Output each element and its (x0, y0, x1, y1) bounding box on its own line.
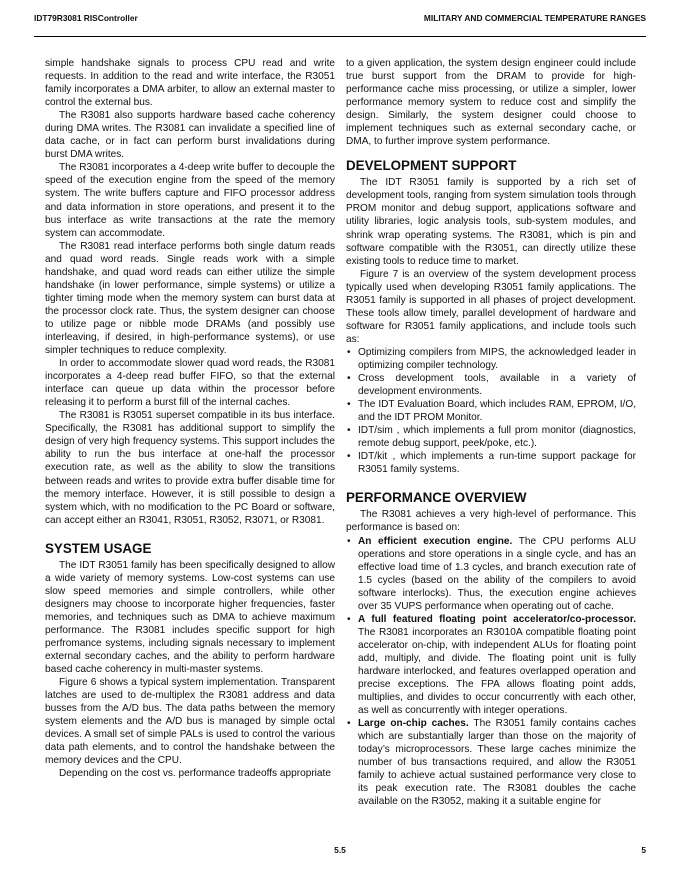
list-item (346, 613, 636, 717)
left-paragraph-9: Depending on the cost vs. performance tradeoffs appropriate (59, 768, 331, 780)
list-item: • Cross development tools, available in a variety of development environments. (346, 372, 636, 398)
header-doc-title: IDT79R3081 RISController (34, 13, 138, 23)
left-paragraph-7: The IDT R3051 family has been specifically designed to allow a wide variety of memory systems. Low-cost systems can use slow speed memories and simple controllers, while other designers may choose to incorporate higher frequencies, faster memories, and techniques such as DMA to achieve maximum performance. The R3081 includes specific support for high perfromance systems, including signals necessary to implement external secondary caches, and the ability to perform hardware based cache coherency in multi-master systems. (45, 559, 335, 676)
list-item: • IDT/kit , which implements a run-time support package for R3051 family systems. (346, 450, 636, 476)
list-item-text: The CPU performs ALU operations and store operations in a single cycle, and has an effective load time of 1.3 cycles, and branch execution rate of 1.5 cycles (based on the ability of the compilers to avoid software interlocks). Thus, the execution engine achieves over 35 VUPS performance when operating out of cache. (358, 535, 636, 612)
left-paragraph-1: simple handshake signals to process CPU read and write requests. In addition to the read and write interface, the R3051 family incorporates a DMA arbiter, to allow an external master to control the external bus. (45, 58, 335, 109)
list-item (346, 717, 636, 808)
list-item-text: The R3051 family contains caches which are substantially larger than those on the majority of today’s microprocessors. These large caches minimize the number of bus transactions required, and allow the R3051 family to achieve actual sustained performance very close to its peak execution rate. The R3081 doubles the cache available on the R3052, making it a suitable engine for (358, 718, 636, 808)
header-range-title: MILITARY AND COMMERCIAL TEMPERATURE RANGES (423, 13, 646, 23)
list-item-text: The R3081 incorporates an R3010A compatible floating point accelerator on-chip, with independent ALUs for floating point add, multiply, and divide. The floating point unit is fully hardware interlocked, and features overlapped operation and precise exceptions. The FPA allows floating point adds, multiplies, and divides to occur concurrently with each other, as well as concurrently with integer operations. (358, 626, 636, 717)
left-paragraph-3: The R3081 incorporates a 4-deep write buffer to decouple the speed of the execution engine from the speed of the memory system. The write buffers capture and FIFO processor address and data information in store operations, and present it to the bus interface as write transactions at the rate the memory system can accommodate. (45, 162, 335, 239)
tools-list (346, 346, 636, 476)
right-paragraph-4: The R3081 achieves a very high-level of performance. This performance is based on: (346, 509, 636, 534)
left-paragraph-8: Figure 6 shows a typical system implementation. Transparent latches are used to de-multiplex the R3081 address and data busses from the A/D bus. The data paths between the memory system elements and the A/D bus is managed by simple octal devices. A small set of simple PALs is used to control the various data path elements, and to control the handshake between the memory devices and the CPU. (45, 677, 335, 767)
page-footer (34, 845, 646, 859)
development-support-heading: DEVELOPMENT SUPPORT (346, 158, 517, 174)
left-paragraph-6: The R3081 is R3051 superset compatible in its bus interface. Specifically, the R3081 has additional support to simplify the design of very high frequency systems. This support includes the ability to run the bus interface at one-half the processor execution rate, as well as the ability to slow the transitions between reads and writes to provide extra buffer disable time for the memory interface. However, it is still possible to design a system which, with no modification to the PC Board or software, can accept either an R3041, R3051, R3052, R3071, or R3081. (45, 410, 335, 526)
right-paragraph-2: The IDT R3051 family is supported by a rich set of development tools, ranging from system simulation tools through PROM monitor and debug support, applications software and utility libraries, logic analysis tools, sub-system modules, and shrink wrap operating systems. The R3081, which is pin and software compatible with the R3051, can directly utilize these existing tools to reduce time to market. (346, 177, 636, 267)
list-item-lead: An efficient execution engine. (358, 535, 513, 547)
list-item: • The IDT Evaluation Board, which includes RAM, EPROM, I/O, and the IDT PROM Monitor. (346, 398, 636, 424)
system-usage-heading: SYSTEM USAGE (45, 540, 152, 556)
left-paragraph-2: The R3081 also supports hardware based cache coherency during DMA writes. The R3081 can invalidate a specified line of data cache, or in fact can perform burst invalidations during burst DMA writes. (45, 110, 335, 161)
right-paragraph-1: to a given application, the system design engineer could include true burst support from the DRAM to provide for high-performance cache miss processing, or utilize a simpler, lower performance memory system to reduce cost and simplify the design. Similarly, the system designer could choose to implement techniques such as external secondary cache, or DMA, to further improve system performance. (346, 58, 636, 148)
list-item: • Optimizing compilers from MIPS, the acknowledged leader in optimizing compiler technology. (346, 346, 636, 372)
left-paragraph-4: The R3081 read interface performs both single datum reads and quad word reads. Single reads work with a simple handshake, and quad word reads can either utilize the simple handshake (in lower performance, simple systems) or utilize a tighter timing mode when the memory system can burst data at the processor clock rate. Thus, the system designer can choose to utilize page or nibble mode DRAMs (and possibly use interleaving, if desired, in high-performance systems), or use simpler techniques to reduce complexity. (45, 240, 335, 357)
footer-page-number: 5 (641, 845, 646, 855)
list-item-lead: Large on-chip caches. (358, 718, 469, 730)
list-item (346, 535, 636, 613)
footer-section-number: 5.5 (334, 845, 346, 855)
performance-list (346, 535, 636, 809)
header-rule (34, 36, 646, 37)
right-column (346, 57, 636, 808)
list-item: • IDT/sim , which implements a full prom monitor (diagnostics, remote debug support, peek/poke, etc.). (346, 424, 636, 450)
left-column (45, 57, 335, 780)
list-item-lead: A full featured floating point accelerator/co-processor. (358, 613, 636, 625)
page-header (34, 8, 646, 28)
right-paragraph-3: Figure 7 is an overview of the system development process typically used when developing R3051 family applications. The R3051 family is supported in all phases of project development. These tools allow timely, parallel development of hardware and software for R3051 family applications, and include tools such as: (346, 268, 636, 345)
performance-overview-heading: PERFORMANCE OVERVIEW (346, 490, 527, 506)
left-paragraph-5: In order to accommodate slower quad word reads, the R3081 incorporates a 4-deep read buffer FIFO, so that the external interface can queue up data within the processor before releasing it to perform a burst fill of the internal caches. (45, 358, 335, 409)
